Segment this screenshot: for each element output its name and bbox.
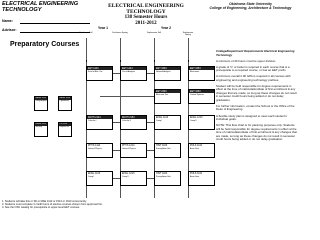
- course-name: Trigonometry: [59, 100, 69, 102]
- center-years: 2011-2012: [135, 21, 157, 26]
- course-box: [86, 171, 113, 186]
- course-box: [188, 89, 215, 104]
- note-item: Student will be held responsible for degree requirements in effect at the time of matriculation/date of first enrollment & any changes that are made, so long as these changes do not result in semester credit hours being added or do not delay graduation.: [216, 83, 297, 102]
- course-name: Fund of Elec Circ: [88, 70, 103, 73]
- course-code: MATH 2144: [87, 116, 112, 119]
- course-box: [188, 66, 215, 81]
- connector-dot: [120, 60, 122, 62]
- course-box: [86, 66, 113, 81]
- course-name: Network Analysis: [156, 70, 171, 73]
- advisor-label: Advisor:: [2, 28, 17, 32]
- semester-label: Sophomore Fall: [146, 32, 162, 34]
- note-item: A grade of 'C' or better is required in each course that is a prerequisite to a required course, or has an EET prefix.: [216, 64, 290, 73]
- note-item: For further information, contact the School or the Office of the Dean of Engineering.: [216, 103, 295, 112]
- course-code: ENGL 1213: [189, 116, 214, 119]
- course-code: CS 1113: [59, 123, 71, 126]
- course-box: [154, 66, 181, 81]
- course-code: HIST 1103: [155, 172, 180, 175]
- year-1-label: Year 1: [98, 26, 108, 30]
- course-box: [154, 171, 181, 186]
- course-box: [188, 115, 215, 130]
- university-name: Oklahoma State University: [229, 2, 272, 6]
- course-box: [86, 143, 113, 158]
- course-box: [86, 115, 113, 130]
- course-name: Amer Govt: [190, 147, 200, 150]
- course-name: General Physics: [122, 147, 136, 150]
- requirements-notes: [216, 50, 298, 144]
- course-code: EET 1104: [87, 67, 112, 70]
- course-name: Control Systems: [190, 93, 204, 96]
- connector-dot: [154, 60, 156, 62]
- course-code: POLS 1113: [189, 172, 214, 175]
- course-box: [154, 143, 181, 158]
- course-box: [120, 143, 147, 158]
- course-name: Circuit Analysis: [122, 70, 135, 73]
- footnote: 3. See the OSU catalog for prerequisite to upper-level EET courses.: [2, 206, 80, 210]
- course-name: Comp I: [156, 119, 163, 122]
- preparatory-courses-heading: Preparatory Courses: [10, 41, 80, 48]
- footnote: 1. Students will take this or 3D or MAE 1112 or 1513 or 1613 concurrently.: [2, 200, 87, 203]
- course-code: MATH 2153: [121, 116, 146, 119]
- semester-label: Freshman Spring: [112, 32, 128, 34]
- prep-course-box: [58, 122, 72, 137]
- center-title: ELECTRICAL ENGINEERING TECHNOLOGY: [108, 3, 184, 15]
- course-box: [120, 171, 147, 186]
- course-code: EET 3304: [155, 67, 180, 70]
- prep-course-box: [34, 122, 48, 137]
- connector-dot: [86, 60, 88, 62]
- note-item: A flexible study plan is designed to meet each student's individual goals.: [216, 113, 287, 122]
- course-box: [120, 66, 147, 81]
- course-name: Intro Eng: [35, 126, 42, 128]
- course-name: Survey Amer Hist: [156, 175, 171, 178]
- course-box: [120, 115, 147, 130]
- course-name: Calculus II: [122, 119, 131, 122]
- course-name: Survey Amer Hist: [156, 147, 171, 150]
- course-code: HIST 1103: [155, 144, 180, 147]
- course-name: Electronics: [190, 70, 200, 73]
- year-2-label: Year 2: [161, 26, 171, 30]
- course-code: PHYS 1214: [121, 144, 146, 147]
- course-name: Comp II: [122, 175, 129, 178]
- header-center: [98, 3, 194, 27]
- course-box: [188, 143, 215, 158]
- name-label: Name:: [2, 19, 13, 23]
- course-code: ENGL 1113: [155, 116, 180, 119]
- course-name: Computer Sci: [59, 126, 70, 128]
- note-item: A minimum of 40 hours must be upper division.: [216, 58, 277, 63]
- course-box: [188, 171, 215, 186]
- course-name: Electronic Dev: [156, 93, 169, 96]
- course-name: Comp I: [88, 175, 95, 178]
- course-code: MATH 1513: [35, 97, 47, 99]
- course-code: MATH 1613: [59, 97, 71, 99]
- course-code: PHYS 1114: [87, 144, 112, 147]
- note-item: NOTE: This flow chart is for planning purposes only. Students will be held responsible for degree requirements in effect at the time of matriculation/date of first enrollment & any changes that are made, so long as these changes do not result in semester credit hours being added or do not delay graduation.: [216, 123, 297, 142]
- course-code: EET 3263: [189, 90, 214, 93]
- name-field[interactable]: [20, 23, 90, 24]
- course-name: Comp II: [190, 119, 197, 122]
- course-name: Calculus I: [88, 119, 97, 122]
- connector-dot: [188, 60, 190, 62]
- course-code: EET 1244: [121, 67, 146, 70]
- course-box: [154, 115, 181, 130]
- center-subtitle: 138 Semester Hours: [124, 15, 168, 20]
- prep-course-box: [58, 96, 72, 111]
- prep-course-box: [34, 96, 48, 111]
- course-code: POLS 1113: [189, 144, 214, 147]
- course-name: General Physics: [88, 147, 102, 150]
- semester-label: Freshman Fall: [79, 32, 93, 34]
- university-header: [203, 2, 298, 10]
- notes-heading: College/Department Requirements Electrical Engineering Technology: [216, 49, 295, 57]
- semester-label: Sophomore Spring: [182, 32, 194, 37]
- footnote: 2. Students must complete 3 credit hours of elective courses chosen from approved list.: [2, 203, 103, 207]
- course-code: EET 3354: [189, 67, 214, 70]
- college-name: College of Engineering, Architecture & Technology: [209, 6, 292, 10]
- course-code: ENGL 1113: [87, 172, 112, 175]
- note-item: A minimum overall 2.00 GPA is required in all courses with engineering and engineering technology prefixes.: [216, 74, 291, 82]
- course-code: EET 2303: [155, 90, 180, 93]
- program-title: ELECTRICAL ENGINEERING TECHNOLOGY: [2, 1, 79, 13]
- footnotes: [2, 200, 292, 210]
- course-code: ENGR 1111: [35, 123, 46, 125]
- course-box: [154, 89, 181, 104]
- course-code: ENGL 1213: [121, 172, 146, 175]
- course-name: Amer Govt: [190, 175, 200, 178]
- course-name: College Algebra: [35, 100, 47, 102]
